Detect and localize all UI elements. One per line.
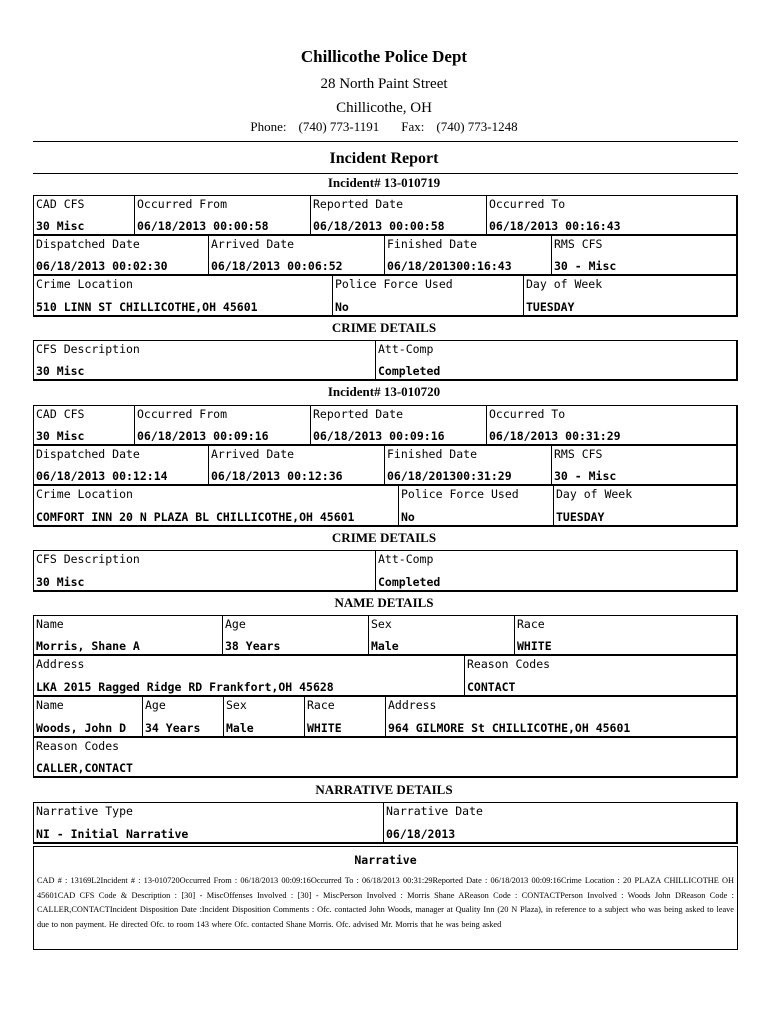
city-state: Chillicothe, OH [336, 100, 432, 116]
police-force-cell [332, 276, 523, 315]
field-label: Police Force Used [335, 277, 453, 291]
field-label: Address [36, 657, 85, 671]
field-label: Reported Date [313, 197, 404, 211]
field-label: Race [517, 617, 545, 631]
title-divider [33, 173, 738, 174]
field-label: Occurred From [137, 197, 228, 211]
field-label: Day of Week [556, 487, 633, 501]
field-value: WHITE [517, 639, 552, 653]
field-value: No [401, 510, 415, 524]
incident-times-row [33, 195, 738, 236]
incident-title: Incident# 13-010720 [327, 384, 441, 399]
fax-number: (740) 773-1248 [436, 119, 518, 134]
field-label: CAD CFS [36, 197, 85, 211]
field-value: 06/18/2013 00:12:14 [36, 469, 168, 483]
person-sex-cell [368, 616, 514, 654]
cfs-description-cell [34, 551, 375, 590]
field-value: 06/18/2013 00:31:29 [489, 429, 621, 443]
person-race-cell [304, 697, 385, 736]
rms-cfs-cell [551, 236, 736, 274]
att-comp-cell [375, 551, 736, 590]
person-row [33, 615, 738, 656]
field-label: Address [388, 698, 437, 712]
field-label: Narrative Type [36, 804, 133, 818]
person-address-cell [34, 656, 464, 695]
field-value: Morris, Shane A [36, 639, 140, 653]
field-value: 30 - Misc [554, 259, 617, 273]
field-label: RMS CFS [554, 447, 603, 461]
field-value: CALLER,CONTACT [36, 761, 133, 775]
field-label: Finished Date [387, 447, 478, 461]
reported-date-cell [310, 196, 486, 234]
crime-location-cell [34, 486, 398, 525]
field-label: Crime Location [36, 277, 133, 291]
finished-date-cell [384, 236, 551, 274]
field-label: Age [225, 617, 246, 631]
field-label: CAD CFS [36, 407, 85, 421]
day-of-week-cell [553, 486, 736, 525]
occurred-from-cell [134, 406, 310, 444]
dispatched-date-cell [34, 236, 208, 274]
reason-codes-cell [464, 656, 736, 695]
field-label: Sex [371, 617, 392, 631]
field-label: Arrived Date [211, 237, 295, 251]
field-value: Woods, John D [36, 721, 127, 735]
reason-codes-row [33, 737, 738, 778]
person-address-cell [385, 697, 736, 736]
incident-title: Incident# 13-010719 [327, 175, 441, 190]
narrative-box [33, 846, 738, 950]
field-value: 30 Misc [36, 219, 85, 233]
field-value: 06/18/2013 [386, 827, 456, 841]
field-value: CONTACT [467, 680, 516, 694]
cad-cfs-cell [34, 406, 134, 444]
occurred-to-cell [486, 406, 736, 444]
field-value: 06/18/201300:16:43 [387, 259, 512, 273]
fax-label: Fax: [401, 119, 425, 134]
header-divider [33, 141, 738, 142]
field-label: Att-Comp [378, 552, 434, 566]
field-label: Finished Date [387, 237, 478, 251]
field-value: 34 Years [145, 721, 201, 735]
field-value: NI - Initial Narrative [36, 827, 189, 841]
narrative-type-cell [34, 803, 383, 842]
narrative-details-title: NARRATIVE DETAILS [315, 782, 453, 797]
arrived-date-cell [208, 446, 384, 484]
person-sex-cell [223, 697, 304, 736]
field-value: 06/18/2013 00:16:43 [489, 219, 621, 233]
occurred-from-cell [134, 196, 310, 234]
crime-details-row [33, 340, 738, 381]
contact-line [0, 119, 768, 135]
incident-location-row [33, 275, 738, 317]
field-label: RMS CFS [554, 237, 603, 251]
police-force-cell [398, 486, 553, 525]
field-label: Sex [226, 698, 247, 712]
field-label: CFS Description [36, 342, 140, 356]
field-value: 30 Misc [36, 364, 85, 378]
field-value: COMFORT INN 20 N PLAZA BL CHILLICOTHE,OH 45601 [36, 510, 355, 524]
arrived-date-cell [208, 236, 384, 274]
field-value: 30 Misc [36, 429, 85, 443]
field-value: 06/18/2013 00:06:52 [211, 259, 343, 273]
field-value: Male [371, 639, 399, 653]
field-label: Police Force Used [401, 487, 519, 501]
field-label: Occurred To [489, 197, 566, 211]
field-label: Occurred From [137, 407, 228, 421]
narrative-text: CAD # : 13169L2Incident # : 13-010720Occurred From : 06/18/2013 00:09:16Occurred To : 06/18/2013 00:31:29Reported Date : 06/18/2013 00:09:16Crime Location : 20 PLAZA CHILLICOTHE OH 45601CAD CFS Code & Description : [30] - MiscOffenses Involved : [30] - MiscPerson Involved : Morris Shane AReason Code : CONTACTPerson Involved : Woods John DReason Code : CALLER,CONTACTIncident Disposition Date :Incident Disposition Comments : Ofc. contacted John Woods, manager at Quality Inn (20 N Plaza), in reference to a subject who was being asked to leave due to non payment. He directed Ofc. to room 143 where Ofc. contacted Shane Morris. Ofc. advised Mr. Morris that he was being asked [37, 876, 734, 929]
street-address: 28 North Paint Street [320, 76, 448, 92]
narrative-heading: Narrative [354, 853, 417, 867]
narrative-meta-row [33, 802, 738, 844]
field-value: LKA 2015 Ragged Ridge RD Frankfort,OH 45628 [36, 680, 334, 694]
field-label: Name [36, 617, 64, 631]
incident-dispatch-row [33, 235, 738, 276]
field-value: No [335, 300, 349, 314]
person-age-cell [142, 697, 223, 736]
crime-details-title: CRIME DETAILS [331, 530, 437, 545]
person-address-row [33, 655, 738, 697]
field-value: 30 Misc [36, 575, 85, 589]
crime-details-row [33, 550, 738, 592]
field-label: Reported Date [313, 407, 404, 421]
field-label: Age [145, 698, 166, 712]
field-value: WHITE [307, 721, 342, 735]
field-label: Reason Codes [467, 657, 551, 671]
field-label: Crime Location [36, 487, 133, 501]
field-value: Completed [378, 575, 441, 589]
field-label: Occurred To [489, 407, 566, 421]
field-label: Day of Week [526, 277, 603, 291]
day-of-week-cell [523, 276, 736, 315]
field-label: Name [36, 698, 64, 712]
person-name-cell [34, 697, 142, 736]
field-value: 964 GILMORE St CHILLICOTHE,OH 45601 [388, 721, 631, 735]
reason-codes-cell [34, 738, 736, 776]
department-name: Chillicothe Police Dept [300, 47, 468, 66]
field-value: 06/18/2013 00:00:58 [137, 219, 269, 233]
field-value: Completed [378, 364, 441, 378]
field-value: 38 Years [225, 639, 281, 653]
person-age-cell [222, 616, 368, 654]
reported-date-cell [310, 406, 486, 444]
occurred-to-cell [486, 196, 736, 234]
field-value: TUESDAY [526, 300, 575, 314]
narrative-date-cell [383, 803, 736, 842]
cad-cfs-cell [34, 196, 134, 234]
field-value: 510 LINN ST CHILLICOTHE,OH 45601 [36, 300, 258, 314]
phone-label: Phone: [250, 119, 287, 134]
rms-cfs-cell [551, 446, 736, 484]
field-value: Male [226, 721, 254, 735]
person-race-cell [514, 616, 736, 654]
field-value: 06/18/2013 00:02:30 [36, 259, 168, 273]
field-value: 06/18/201300:31:29 [387, 469, 512, 483]
person-name-cell [34, 616, 222, 654]
crime-location-cell [34, 276, 332, 315]
field-label: Reason Codes [36, 739, 120, 753]
incident-dispatch-row [33, 445, 738, 486]
cfs-description-cell [34, 341, 375, 379]
field-label: CFS Description [36, 552, 140, 566]
crime-details-title: CRIME DETAILS [331, 320, 437, 335]
phone-number: (740) 773-1191 [298, 119, 380, 134]
person-row [33, 696, 738, 738]
dispatched-date-cell [34, 446, 208, 484]
field-value: 06/18/2013 00:09:16 [313, 429, 445, 443]
field-label: Arrived Date [211, 447, 295, 461]
report-title: Incident Report [329, 150, 439, 167]
field-label: Dispatched Date [36, 237, 140, 251]
field-label: Att-Comp [378, 342, 434, 356]
field-label: Dispatched Date [36, 447, 140, 461]
incident-location-row [33, 485, 738, 527]
incident-times-row [33, 405, 738, 446]
att-comp-cell [375, 341, 736, 379]
field-label: Narrative Date [386, 804, 483, 818]
field-value: 30 - Misc [554, 469, 617, 483]
field-label: Race [307, 698, 335, 712]
field-value: 06/18/2013 00:12:36 [211, 469, 343, 483]
field-value: 06/18/2013 00:09:16 [137, 429, 269, 443]
name-details-title: NAME DETAILS [334, 595, 434, 610]
field-value: 06/18/2013 00:00:58 [313, 219, 445, 233]
finished-date-cell [384, 446, 551, 484]
field-value: TUESDAY [556, 510, 605, 524]
